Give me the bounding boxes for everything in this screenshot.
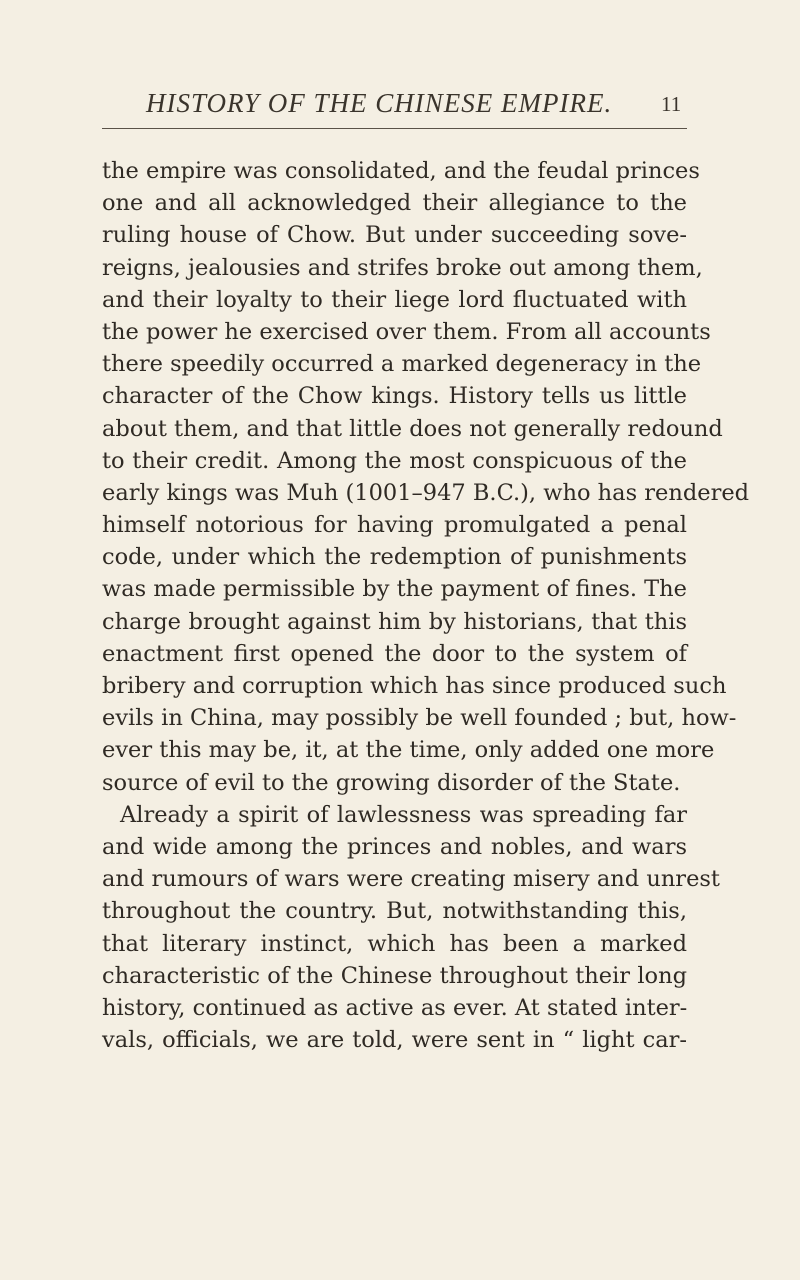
text-line: history, continued as active as ever. At stated inter- — [102, 994, 688, 1021]
text-line: about them, and that little does not generally redound — [102, 415, 723, 442]
text-line: reigns, jealousies and strifes broke out among them, — [102, 254, 703, 281]
header-rule — [102, 128, 687, 129]
body-text — [102, 155, 750, 1056]
text-line: code, under which the redemption of punishments — [102, 544, 687, 571]
text-line: vals, officials, we are told, were sent in “ light car- — [102, 1027, 687, 1054]
text-line: the power he exercised over them. From all accounts — [102, 318, 711, 345]
text-line: early kings was Muh (1001–947 B.C.), who has rendered — [102, 479, 750, 506]
text-line: himself notorious for having promulgated a penal — [102, 512, 687, 539]
text-line: that literary instinct, which has been a marked — [102, 930, 687, 957]
text-line: and rumours of wars were creating misery and unrest — [102, 866, 720, 893]
text-line: there speedily occurred a marked degeneracy in the — [102, 351, 702, 378]
text-line: ever this may be, it, at the time, only added one more — [102, 737, 715, 764]
text-line: ruling house of Chow. But under succeeding sove- — [102, 222, 687, 249]
text-line: bribery and corruption which has since produced such — [102, 673, 727, 699]
text-line: Already a spirit of lawlessness was spreading far — [120, 801, 687, 828]
text-line: to their credit. Among the most conspicuous of the — [102, 447, 687, 474]
text-line: one and all acknowledged their allegiance to the — [102, 190, 687, 217]
text-line: enactment first opened the door to the system of — [102, 640, 687, 667]
text-line: charge brought against him by historians, that this — [102, 608, 687, 635]
running-head — [0, 88, 800, 118]
text-line: throughout the country. But, notwithstanding this, — [102, 898, 687, 925]
text-line: source of evil to the growing disorder of the State. — [102, 769, 681, 796]
text-line: character of the Chow kings. History tells us little — [102, 383, 687, 410]
text-line: and wide among the princes and nobles, and wars — [102, 833, 687, 860]
text-line: characteristic of the Chinese throughout their long — [102, 962, 687, 989]
running-title: HISTORY OF THE CHINESE EMPIRE. — [146, 88, 613, 118]
text-line: was made permissible by the payment of fines. The — [102, 576, 687, 603]
text-line: the empire was consolidated, and the feudal princes — [102, 158, 700, 184]
page-number: 11 — [661, 92, 682, 116]
text-line: evils in China, may possibly be well founded ; but, how- — [102, 705, 737, 732]
text-line: and their loyalty to their liege lord fluctuated with — [102, 286, 687, 313]
